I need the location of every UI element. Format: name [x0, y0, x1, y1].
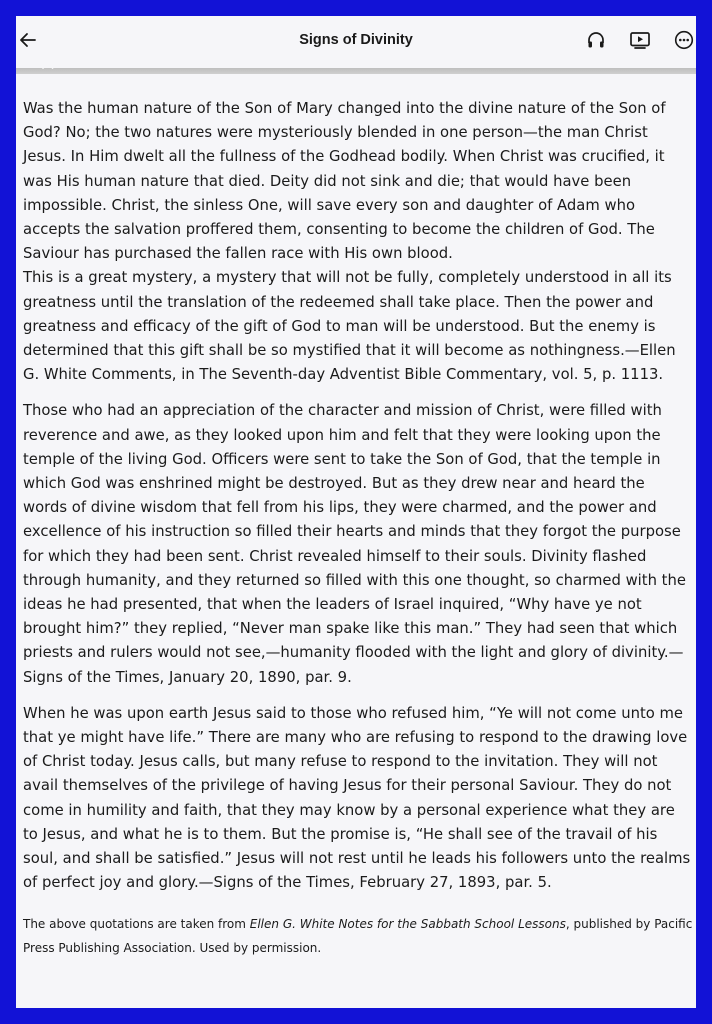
video-button[interactable] — [628, 30, 652, 54]
more-options-button[interactable] — [672, 30, 696, 54]
more-options-icon — [674, 30, 694, 54]
footnote-book-title: Ellen G. White Notes for the Sabbath School Lessons — [249, 916, 566, 931]
paragraph-4: When he was upon earth Jesus said to those who refused him, “Ye will not come unto me that ye might have life.” There are many who are refusing to respond to the drawing love of Christ today. Jesus calls, but many refuse to respond to the invitation. They will not avail themselves of the privilege of having Jesus for their personal Saviour. They do not come in humility and faith, that they may know by a personal experience what they are to Jesus, and what he is to them. But the promise is, “He shall see of the travail of his soul, and shall be satisfied.” Jesus will not rest until he leads his followers unto the realms of perfect joy and glory.—Signs of the Times, February 27, 1893, par. 5. — [23, 704, 691, 892]
top-app-bar — [16, 16, 696, 68]
reader-screen — [16, 16, 696, 1008]
video-play-icon — [629, 30, 651, 54]
page-title: Signs of Divinity — [299, 32, 413, 48]
paragraph-3: Those who had an appreciation of the character and mission of Christ, were filled with reverence and awe, as they looked upon him and felt that they were looking upon the temple of the living God. Officers were sent to take the Son of God, that the temple in which God was enshrined might be destroyed. But as they drew near and heard the words of divine wisdom that fell from his lips, they were charmed, and the power and excellence of his instruction so filled their hearts and minds that they forgot the purpose for which they had been sent. Christ revealed himself to their souls. Divinity flashed through humanity, and they returned so filled with this one thought, so charmed with the ideas he had presented, that when the leaders of Israel inquired, “Why have ye not brought him?” they replied, “Never man spake like this man.” They had seen that which priests and rulers would not see,—humanity flooded with the light and glory of divinity.—Signs of the Times, January 20, 1890, par. 9. — [23, 402, 686, 686]
lesson-content — [23, 97, 693, 960]
paragraph-1: Was the human nature of the Son of Mary changed into the divine nature of the Son of God? No; the two natures were mysteriously blended in one person—the man Christ Jesus. In Him dwelt all the fullness of the Godhead bodily. When Christ was crucified, it was His human nature that died. Deity did not sink and die; that would have been impossible. Christ, the sinless One, will save every son and daughter of Adam who accepts the salvation proffered them, consenting to become the children of God. The Saviour has purchased the fallen race with His own blood. — [23, 100, 666, 263]
paragraph-2: This is a great mystery, a mystery that will not be fully, completely understood in all its greatness until the translation of the redeemed shall take place. Then the power and greatness and efficacy of the gift of God to man will be understood. But the enemy is determined that this gift shall be so mystified that it will become as nothingness.—Ellen G. White Comments, in The Seventh-day Adventist Bible Commentary, vol. 5, p. 1113. — [23, 269, 676, 384]
footnote-prefix: The above quotations are taken from — [23, 916, 250, 931]
footnote-suffix: , published by Pacific Press Publishing Association. Used by permission. — [23, 916, 693, 955]
headphones-icon — [586, 30, 606, 54]
permission-footnote — [23, 912, 693, 960]
audio-button[interactable] — [584, 30, 608, 54]
